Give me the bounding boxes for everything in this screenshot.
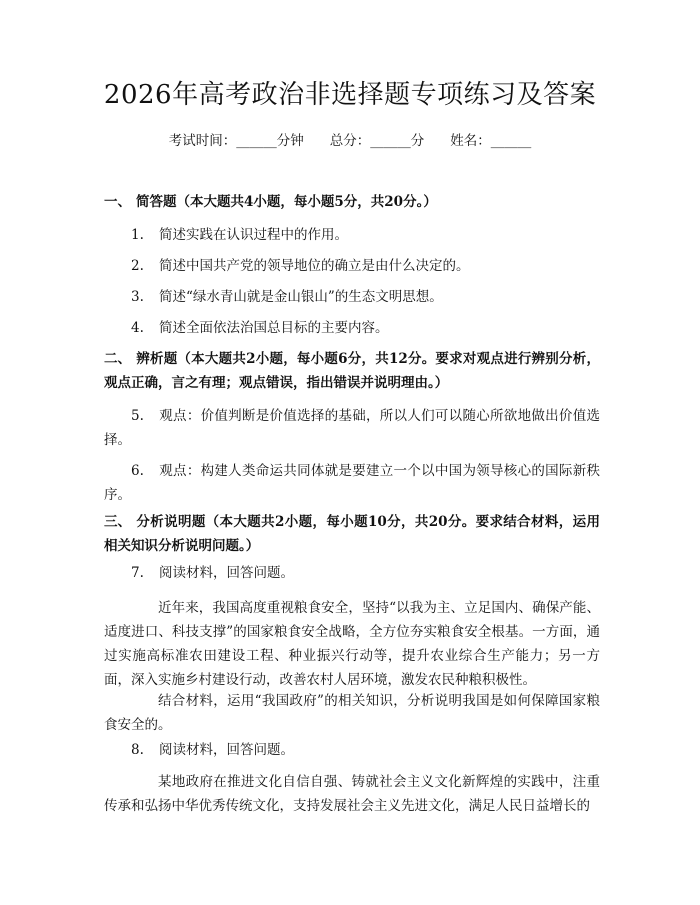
question-text: 观点：构建人类命运共同体就是要建立一个以中国为领导核心的国际新秩序。: [104, 463, 600, 503]
question-text: 简述实践在认识过程中的作用。: [159, 227, 348, 243]
question-item: [131, 738, 294, 762]
section-number: 二、: [104, 351, 131, 367]
question-item: [131, 316, 389, 340]
question-item: [104, 459, 600, 507]
question-number: 4.: [131, 320, 144, 336]
question-number: 8.: [131, 742, 144, 758]
q7-material: 近年来，我国高度重视粮食安全，坚持“以我为主、立足国内、确保产能、适度进口、科技支撑”的国家粮食安全战略，全方位夯实粮食安全根基。一方面，通过实施高标准农田建设工程、种业振兴行动等，提升农业综合生产能力；另一方面，深入实施乡村建设行动，改善农村人居环境，激发农民种粮积极性。: [104, 600, 600, 688]
time-label: 考试时间：: [168, 133, 237, 149]
page-title: 2026年高考政治非选择题专项练习及答案: [103, 80, 597, 110]
question-item: [104, 404, 600, 452]
section-heading-text: 分析说明题（本大题共2小题，每小题10分，共20分。要求结合材料，运用相关知识分析说明问题。）: [104, 514, 600, 554]
question-item: [131, 254, 470, 278]
section-heading-1: [104, 190, 600, 214]
question-number: 6.: [131, 463, 144, 479]
question-item: [131, 285, 443, 309]
question-number: 7.: [131, 565, 144, 581]
time-blank: ______: [236, 133, 277, 149]
section-number: 一、: [104, 194, 131, 210]
score-label: 总分：: [329, 133, 371, 149]
q7-prompt: 结合材料，运用“我国政府”的相关知识，分析说明我国是如何保障国家粮食安全的。: [104, 693, 600, 733]
question-text: 简述“绿水青山就是金山银山”的生态文明思想。: [159, 289, 443, 305]
q8-material: 某地政府在推进文化自信自强、铸就社会主义文化新辉煌的实践中，注重传承和弘扬中华优秀传统文化，支持发展社会主义先进文化，满足人民日益增长的: [104, 774, 600, 814]
question-number: 1.: [131, 227, 144, 243]
question-text: 简述全面依法治国总目标的主要内容。: [159, 320, 389, 336]
time-unit: 分钟: [276, 133, 304, 149]
question-text: 阅读材料，回答问题。: [159, 742, 294, 758]
question-number: 2.: [131, 258, 144, 274]
exam-info-line: [0, 131, 700, 151]
section-heading-text: 辨析题（本大题共2小题，每小题6分，共12分。要求对观点进行辨别分析，观点正确，言之有理；观点错误，指出错误并说明理由。）: [104, 351, 600, 391]
score-unit: 分: [410, 133, 425, 149]
section-heading-2: [104, 347, 600, 395]
question-number: 3.: [131, 289, 144, 305]
question-item: [131, 223, 348, 247]
question-text: 观点：价值判断是价值选择的基础，所以人们可以随心所欲地做出价值选择。: [104, 408, 600, 448]
question-text: 简述中国共产党的领导地位的确立是由什么决定的。: [159, 258, 470, 274]
score-blank: ______: [370, 133, 411, 149]
section-heading-text: 简答题（本大题共4小题，每小题5分，共20分。）: [136, 194, 437, 210]
name-blank: ______: [490, 133, 532, 149]
question-text: 阅读材料，回答问题。: [159, 565, 294, 581]
question-item: [131, 561, 294, 585]
name-label: 姓名：: [450, 133, 491, 149]
section-heading-3: [104, 510, 600, 558]
question-number: 5.: [131, 408, 144, 424]
section-number: 三、: [104, 514, 131, 530]
